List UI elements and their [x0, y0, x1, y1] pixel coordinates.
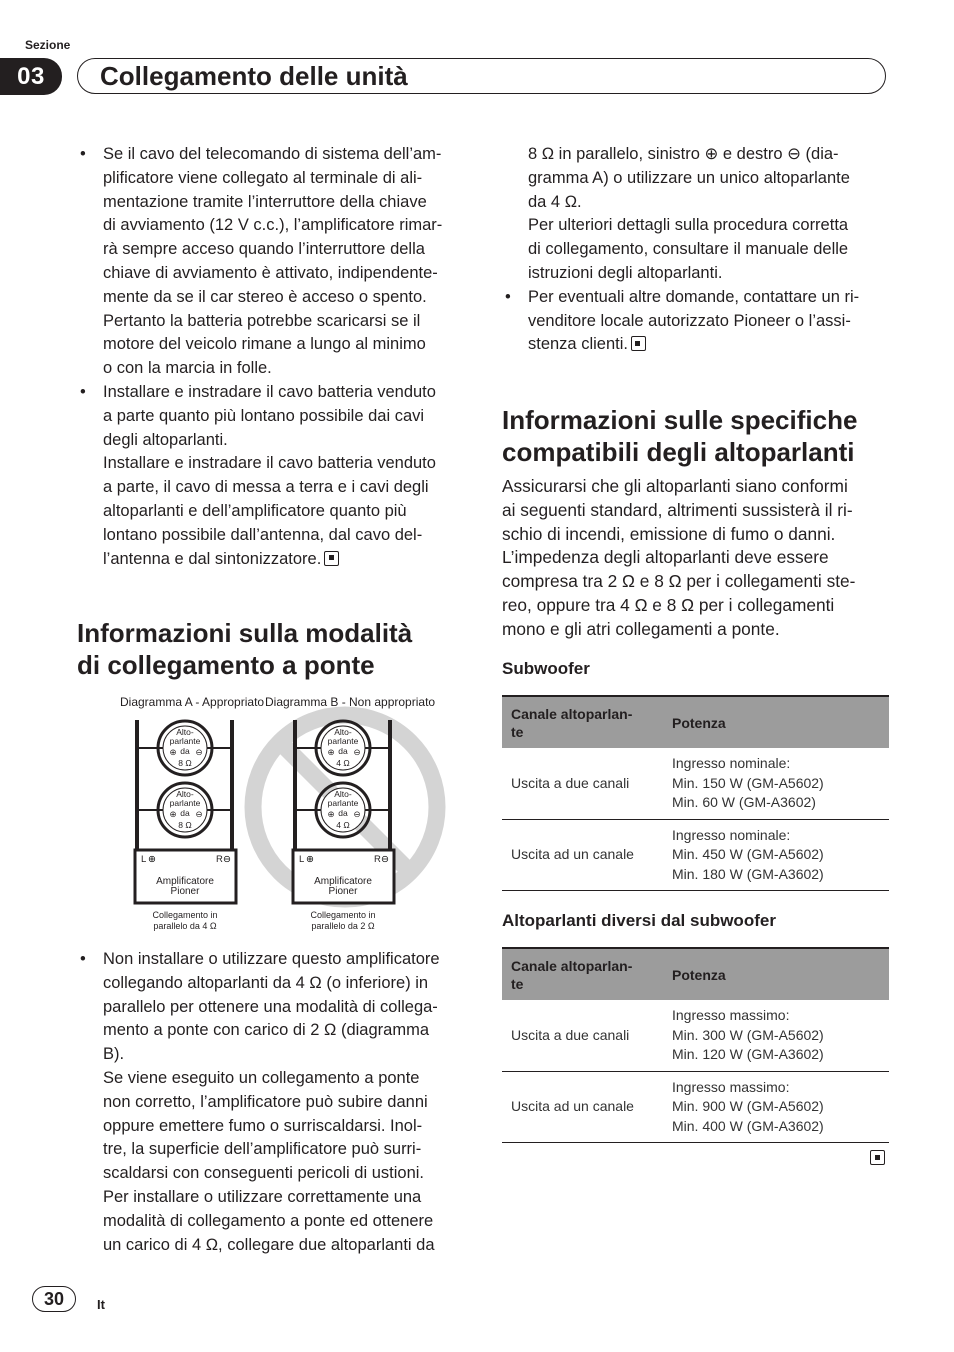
svg-text:Collegamento in: Collegamento in: [152, 910, 218, 920]
bridge-heading: Informazioni sulla modalità di collegamento a ponte: [77, 618, 413, 680]
svg-text:Collegamento in: Collegamento in: [310, 910, 376, 920]
col-header-channel: Canale altoparlan- te: [502, 696, 663, 748]
bullet-continuation: 8 Ω in parallelo, sinistro ⊕ e destro ⊖ (dia- gramma A) o utilizzare un unico altoparlante da 4 Ω. Per ulteriori dettagli sulla procedura corretta di collegamento, consultare il manuale delle istruzioni degli altoparlanti.: [528, 145, 850, 282]
svg-text:⊖: ⊖: [353, 747, 361, 757]
bullet-remote-cable-text: Se il cavo del telecomando di sistema dell’am- plificatore viene collegato al terminale di ali- mentazione tramite l’interruttore della chiave di avviamento (12 V c.c.), l’amplificatore rimar- rà sempre acceso quando l’interruttore della chiave di avviamento è attivato, indipendente- mente da se il car stereo è acceso o spento. Pertanto la batteria potrebbe scaricarsi se il motore del veicolo rimane a lungo al minimo o con la marcia in folle.: [103, 145, 443, 378]
svg-text:parallelo da 4 Ω: parallelo da 4 Ω: [153, 921, 217, 931]
svg-text:parlante: parlante: [169, 736, 201, 746]
svg-text:⊖: ⊖: [195, 747, 203, 757]
section-title: Collegamento delle unità: [100, 61, 408, 91]
end-mark-icon: [631, 336, 646, 351]
svg-text:parlante: parlante: [169, 798, 201, 808]
svg-text:R: R: [216, 854, 223, 865]
subwoofer-heading: Subwoofer: [502, 659, 590, 678]
svg-text:⊖: ⊖: [353, 809, 361, 819]
table-row: Uscita ad un canale Ingresso massimo: Min. 900 W (GM-A5602) Min. 400 W (GM-A3602): [502, 1071, 889, 1143]
bullet-battery-cable-text: Installare e instradare il cavo batteria venduto a parte quanto più lontano possibile dai cavi degli altoparlanti. Installare e instradare il cavo batteria venduto a parte, il cavo di messa a terra e i cavi degli altoparlanti e dell’amplificatore quanto più lontano possibile dall’antenna, dal cavo del- l’antenna e dal sintonizzatore.: [103, 382, 436, 568]
language-code: It: [97, 1297, 105, 1312]
svg-text:parlante: parlante: [327, 736, 359, 746]
bullet-contact-dealer: • Per eventuali altre domande, contattare un ri- venditore locale autorizzato Pioneer o l’assi- stenza clienti.: [502, 286, 892, 357]
col-header-channel: Canale altoparlan- te: [502, 948, 663, 1000]
svg-text:Pioner: Pioner: [170, 886, 200, 897]
svg-text:4 Ω: 4 Ω: [336, 758, 350, 768]
svg-text:L: L: [299, 854, 305, 865]
svg-text:⊕: ⊕: [148, 854, 156, 865]
svg-text:L: L: [141, 854, 147, 865]
svg-text:⊖: ⊖: [381, 854, 389, 865]
bullet-bridge-warning: • Non installare o utilizzare questo amplificatore collegando altoparlanti da 4 Ω (o inferiore) in parallelo per ottenere una modalità di collega- mento a ponte con carico di 2 Ω (diagramma B). Se viene eseguito un collegamento a ponte non corretto, l’amplificatore può subire danni oppure emettere fumo o surriscaldarsi. Inol- tre, la superficie dell’amplificatore può surri- scaldarsi con conseguenti pericoli di ustioni. Per installare o utilizzare correttamente una modalità di collegamento a ponte ed ottenere un carico di 4 Ω, collegare due altoparlanti da: [77, 948, 472, 1257]
svg-text:da: da: [338, 746, 348, 756]
svg-text:Amplificatore: Amplificatore: [156, 876, 214, 887]
svg-text:⊖: ⊖: [195, 809, 203, 819]
bullet-remote-cable: • Se il cavo del telecomando di sistema dell’am- plificatore viene collegato al terminale di ali- mentazione tramite l’interruttore della chiave di avviamento (12 V c.c.), l’amplificatore rimar- rà sempre acceso quando l’interruttore della chiave di avviamento è attivato, indipendente- mente da se il car stereo è acceso o spento. Pertanto la batteria potrebbe scaricarsi se il motore del veicolo rimane a lungo al minimo o con la marcia in folle.: [77, 143, 472, 381]
section-label: Sezione: [25, 38, 71, 52]
bridge-diagram: [115, 690, 455, 935]
svg-text:⊕: ⊕: [306, 854, 314, 865]
left-bullet-bottom: [77, 948, 472, 1257]
svg-text:⊕: ⊕: [327, 809, 335, 819]
svg-text:Pioner: Pioner: [328, 886, 358, 897]
col-header-power: Potenza: [663, 696, 889, 748]
page-number: 30: [32, 1286, 76, 1312]
bullet-contact-dealer-text: Per eventuali altre domande, contattare un ri- venditore locale autorizzato Pioneer o l’assi- stenza clienti.: [528, 287, 860, 354]
section-number-badge: 03: [0, 58, 62, 95]
subwoofer-table: [502, 695, 889, 891]
svg-text:4 Ω: 4 Ω: [336, 820, 350, 830]
svg-text:8 Ω: 8 Ω: [178, 758, 192, 768]
table-header-row: [502, 696, 889, 748]
speaker-spec-heading: Informazioni sulle specifiche compatibili degli altoparlanti: [502, 405, 858, 467]
svg-text:da: da: [180, 746, 190, 756]
svg-text:Alto-: Alto-: [334, 789, 352, 799]
other-speakers-table: [502, 947, 889, 1143]
svg-text:⊕: ⊕: [169, 809, 177, 819]
svg-text:R: R: [374, 854, 381, 865]
svg-text:8 Ω: 8 Ω: [178, 820, 192, 830]
speaker-spec-intro: Assicurarsi che gli altoparlanti siano conformi ai seguenti standard, altrimenti sussisterà il ri- schio di incendi, emissione di fumo o danni. L’impedenza degli altoparlanti deve essere compresa tra 2 Ω e 8 Ω per i collegamenti ste- reo, oppure tra 4 Ω e 8 Ω per i collegamenti mono e gli atri collegamenti a ponte.: [502, 476, 856, 639]
svg-text:da: da: [180, 808, 190, 818]
table-row: Uscita a due canali Ingresso massimo: Min. 300 W (GM-A5602) Min. 120 W (GM-A3602): [502, 1000, 889, 1071]
diagram-b: [293, 720, 394, 931]
diagram-b-title: Diagramma B - Non appropriato: [265, 695, 436, 709]
table-row: Uscita ad un canale Ingresso nominale: Min. 450 W (GM-A5602) Min. 180 W (GM-A3602): [502, 819, 889, 891]
table-row: Uscita a due canali Ingresso nominale: Min. 150 W (GM-A5602) Min. 60 W (GM-A3602): [502, 748, 889, 819]
bullet-bridge-warning-text: Non installare o utilizzare questo amplificatore collegando altoparlanti da 4 Ω (o inferiore) in parallelo per ottenere una modalità di collega- mento a ponte con carico di 2 Ω (diagramma B). Se viene eseguito un collegamento a ponte non corretto, l’amplificatore può subire danni oppure emettere fumo o surriscaldarsi. Inol- tre, la superficie dell’amplificatore può surri- scaldarsi con conseguenti pericoli di ustioni. Per installare o utilizzare correttamente una modalità di collegamento a ponte ed ottenere un carico di 4 Ω, collegare due altoparlanti da: [103, 950, 440, 1254]
svg-text:parlante: parlante: [327, 798, 359, 808]
left-bullets-top: [77, 143, 472, 571]
svg-text:Alto-: Alto-: [176, 789, 194, 799]
right-top-text: [502, 143, 892, 357]
svg-text:⊕: ⊕: [327, 747, 335, 757]
svg-text:⊖: ⊖: [223, 854, 231, 865]
svg-text:⊕: ⊕: [169, 747, 177, 757]
svg-text:Alto-: Alto-: [176, 727, 194, 737]
bullet-battery-cable: • Installare e instradare il cavo batteria venduto a parte quanto più lontano possibile dai cavi degli altoparlanti. Installare e instradare il cavo batteria venduto a parte, il cavo di messa a terra e i cavi degli altoparlanti e dell’amplificatore quanto più lontano possibile dall’antenna, dal cavo del- l’antenna e dal sintonizzatore.: [77, 381, 472, 571]
diagram-a-title: Diagramma A - Appropriato: [120, 695, 265, 709]
svg-text:Alto-: Alto-: [334, 727, 352, 737]
svg-text:parallelo da 2 Ω: parallelo da 2 Ω: [311, 921, 375, 931]
table-header-row: [502, 948, 889, 1000]
end-mark-icon: [324, 551, 339, 566]
end-mark-icon: [870, 1150, 885, 1165]
svg-text:da: da: [338, 808, 348, 818]
other-speakers-heading: Altoparlanti diversi dal subwoofer: [502, 911, 776, 930]
diagram-a: [135, 720, 236, 931]
svg-text:Amplificatore: Amplificatore: [314, 876, 372, 887]
col-header-power: Potenza: [663, 948, 889, 1000]
